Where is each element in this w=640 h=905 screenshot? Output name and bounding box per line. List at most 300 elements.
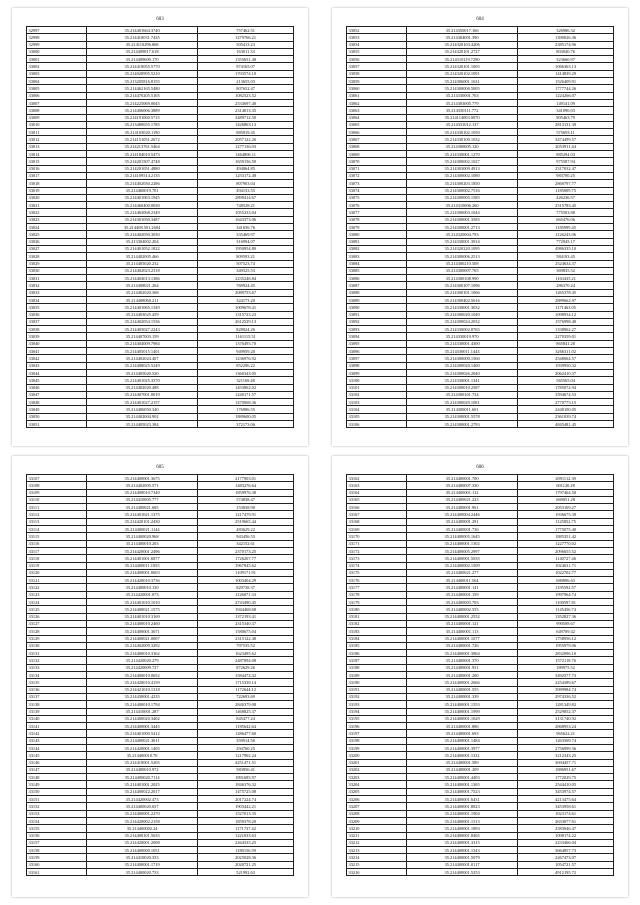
row-id-cell: 33128: [27, 628, 87, 635]
value-cell: 2489712.50: [198, 114, 294, 121]
coordinate-cell: 35.214400001.2552: [407, 613, 518, 620]
row-id-cell: 33182: [347, 620, 407, 627]
value-cell: 1315723.23: [198, 311, 294, 318]
coordinate-cell: 35.214400020.968: [87, 533, 198, 540]
row-id-cell: 33003: [27, 70, 87, 77]
value-cell: 1022702.77: [518, 569, 614, 576]
table-row: [347, 340, 614, 347]
coordinate-cell: 35.214420010.3736: [87, 577, 198, 584]
value-cell: 1125852.75: [518, 518, 614, 525]
coordinate-cell: 35.214400001.1029: [407, 715, 518, 722]
coordinate-cell: 35.214430001.4235: [87, 693, 198, 700]
value-cell: 1891685.97: [198, 774, 294, 781]
coordinate-cell: 35.214330001.3032: [407, 304, 518, 311]
coordinate-cell: 35.214350017.166: [407, 27, 518, 34]
row-id-cell: 33016: [27, 165, 87, 172]
value-cell: 1054721.57: [518, 861, 614, 868]
row-id-cell: 33165: [347, 496, 407, 503]
value-cell: 1659156.50: [198, 158, 294, 165]
value-cell: 1180156.59: [198, 847, 294, 854]
row-id-cell: 33022: [27, 209, 87, 216]
row-id-cell: 33093: [347, 326, 407, 333]
row-id-cell: 33010: [27, 121, 87, 128]
row-id-cell: 33082: [347, 245, 407, 252]
table-row: [27, 657, 294, 664]
table-row: [347, 730, 614, 737]
value-cell: 2254389.67: [518, 679, 614, 686]
coordinate-cell: 35.214400021.1144: [87, 526, 198, 533]
row-id-cell: 33070: [347, 158, 407, 165]
value-cell: 483629.22: [198, 526, 294, 533]
table-row: [27, 362, 294, 369]
table-row: [347, 591, 614, 598]
row-id-cell: 33107: [27, 475, 87, 482]
table-row: [347, 107, 614, 114]
table-row: [27, 165, 294, 172]
value-cell: 845477.24: [198, 715, 294, 722]
table-row: [27, 114, 294, 121]
value-cell: 2487894.08: [198, 657, 294, 664]
row-id-cell: 33104: [347, 406, 407, 413]
value-cell: 3131740.92: [518, 715, 614, 722]
coordinate-cell: 35.214110296.868: [87, 41, 198, 48]
row-id-cell: 33006: [27, 92, 87, 99]
coordinate-cell: 35.214401025.3370: [87, 377, 198, 384]
table-row: [27, 238, 294, 245]
value-cell: 1797464.50: [518, 489, 614, 496]
row-id-cell: 33096: [347, 348, 407, 355]
value-cell: 2025028.36: [198, 854, 294, 861]
data-table: [26, 474, 294, 876]
row-id-cell: 33139: [27, 708, 87, 715]
row-id-cell: 33123: [27, 591, 87, 598]
table-row: [347, 282, 614, 289]
table-row: [27, 511, 294, 518]
table-row: [347, 847, 614, 854]
row-id-cell: 33053: [347, 34, 407, 41]
row-id-cell: 33067: [347, 136, 407, 143]
value-cell: 341656.76: [198, 224, 294, 231]
row-id-cell: 33038: [27, 326, 87, 333]
table-row: [27, 158, 294, 165]
coordinate-cell: 35.214400001.555: [407, 686, 518, 693]
coordinate-cell: 35.214406006.3889: [87, 107, 198, 114]
table-row: [347, 708, 614, 715]
coordinate-cell: 35.214420001.2496: [87, 547, 198, 554]
table-row: [347, 421, 614, 428]
coordinate-cell: 35.214151051.2672: [87, 136, 198, 143]
row-id-cell: 33095: [347, 340, 407, 347]
table-row: [347, 136, 614, 143]
value-cell: 1338962.27: [518, 326, 614, 333]
coordinate-cell: 35.214420002.473: [87, 796, 198, 803]
value-cell: 316994.07: [198, 238, 294, 245]
table-row: [347, 202, 614, 209]
row-id-cell: 33188: [347, 664, 407, 671]
coordinate-cell: 35.214320103.4206: [407, 41, 518, 48]
value-cell: 3492577.73: [518, 672, 614, 679]
table-row: [27, 194, 294, 201]
row-id-cell: 33059: [347, 78, 407, 85]
value-cell: 342152.61: [198, 540, 294, 547]
table-row: [27, 832, 294, 839]
coordinate-cell: 35.214405015.1401: [87, 348, 198, 355]
value-cell: 2899414.67: [198, 194, 294, 201]
value-cell: 1172644.12: [198, 686, 294, 693]
coordinate-cell: 35.214300005.120: [407, 143, 518, 150]
coordinate-cell: 35.214400007.330: [407, 482, 518, 489]
coordinate-cell: 35.214400021.223: [407, 496, 518, 503]
row-id-cell: 33106: [347, 421, 407, 428]
value-cell: 669051.28: [518, 496, 614, 503]
data-table: [346, 26, 614, 428]
table-row: [347, 129, 614, 136]
table-row: [27, 180, 294, 187]
table-row: [27, 861, 294, 868]
value-cell: 341090.03: [518, 107, 614, 114]
table-row: [347, 475, 614, 482]
table-row: [27, 253, 294, 260]
table-row: [347, 664, 614, 671]
document-page: [12, 456, 308, 897]
coordinate-cell: 35.214400010.203: [87, 540, 198, 547]
value-cell: 335469.97: [198, 231, 294, 238]
value-cell: 2385174.96: [518, 41, 614, 48]
value-cell: 4845481.45: [518, 421, 614, 428]
table-row: [347, 620, 614, 627]
table-row: [347, 41, 614, 48]
table-row: [347, 744, 614, 751]
value-cell: 1885351.42: [518, 533, 614, 540]
row-id-cell: 33061: [347, 92, 407, 99]
table-row: [27, 41, 294, 48]
row-id-cell: 33195: [347, 715, 407, 722]
row-id-cell: 33068: [347, 143, 407, 150]
value-cell: 1576998.40: [518, 318, 614, 325]
row-id-cell: 33080: [347, 231, 407, 238]
table-row: [27, 267, 294, 274]
value-cell: 359914.56: [198, 737, 294, 744]
value-cell: 1281349.82: [518, 701, 614, 708]
value-cell: 1185009.75: [518, 187, 614, 194]
table-row: [27, 377, 294, 384]
table-row: [27, 496, 294, 503]
table-row: [347, 606, 614, 613]
row-id-cell: 33019: [27, 187, 87, 194]
row-id-cell: 33109: [27, 489, 87, 496]
coordinate-cell: 35.214402004.902: [87, 413, 198, 420]
row-id-cell: 33075: [347, 194, 407, 201]
coordinate-cell: 35.214400001.1904: [407, 810, 518, 817]
coordinate-cell: 35.214402024.407: [87, 355, 198, 362]
table-row: [27, 348, 294, 355]
table-row: [347, 555, 614, 562]
row-id-cell: 33121: [27, 577, 87, 584]
table-row: [27, 635, 294, 642]
coordinate-cell: 35.214300020.1400: [407, 362, 518, 369]
row-id-cell: 33185: [347, 642, 407, 649]
row-id-cell: 33062: [347, 99, 407, 106]
coordinate-cell: 35.214301050.3487: [87, 216, 198, 223]
table-row: [347, 180, 614, 187]
row-id-cell: 33063: [347, 107, 407, 114]
value-cell: 1372193.41: [198, 613, 294, 620]
value-cell: 1903442.21: [198, 803, 294, 810]
coordinate-cell: 35.214300002.7516: [407, 187, 518, 194]
table-row: [347, 854, 614, 861]
value-cell: 321169.48: [198, 377, 294, 384]
table-row: [27, 672, 294, 679]
table-row: [27, 628, 294, 635]
row-id-cell: 33023: [27, 216, 87, 223]
coordinate-cell: 35.214400001.1719: [87, 861, 198, 868]
coordinate-cell: 35.214300108.990: [407, 275, 518, 282]
coordinate-cell: 35.214400021.1575: [87, 606, 198, 613]
value-cell: 828024.26: [198, 326, 294, 333]
table-row: [27, 547, 294, 554]
coordinate-cell: 35.214400011.1055: [87, 562, 198, 569]
coordinate-cell: 35.214330019.970: [407, 333, 518, 340]
value-cell: 2519665.44: [198, 518, 294, 525]
table-row: [27, 275, 294, 282]
page-number: 603: [156, 17, 164, 22]
coordinate-cell: 35.214300402.5616: [407, 296, 518, 303]
value-cell: 372173.06: [198, 421, 294, 428]
row-id-cell: 33058: [347, 70, 407, 77]
coordinate-cell: 35.214300005.1585: [407, 194, 518, 201]
row-id-cell: 33031: [27, 275, 87, 282]
row-id-cell: 33119: [27, 562, 87, 569]
value-cell: 2017224.74: [198, 796, 294, 803]
table-row: [347, 384, 614, 391]
value-cell: 1475725.08: [198, 788, 294, 795]
table-row: [347, 569, 614, 576]
value-cell: 1024631.71: [518, 562, 614, 569]
coordinate-cell: 35.214300002.1080: [407, 172, 518, 179]
coordinate-cell: 35.214420020.279: [87, 657, 198, 664]
table-row: [27, 143, 294, 150]
row-id-cell: 33175: [347, 569, 407, 576]
value-cell: 2533697.40: [198, 99, 294, 106]
coordinate-cell: 35.214300029.1081: [407, 399, 518, 406]
page-number: 604: [476, 17, 484, 22]
value-cell: 2544410.05: [518, 781, 614, 788]
coordinate-cell: 35.214300001.3585: [407, 216, 518, 223]
coordinate-cell: 35.214400001.200: [407, 672, 518, 679]
table-row: [27, 803, 294, 810]
row-id-cell: 33124: [27, 599, 87, 606]
coordinate-cell: 35.214401063.1945: [87, 194, 198, 201]
coordinate-cell: 35.214306001.1631: [407, 78, 518, 85]
row-id-cell: 33142: [27, 730, 87, 737]
row-id-cell: 33191: [347, 686, 407, 693]
coordinate-cell: 35.214300006.2513: [407, 253, 518, 260]
table-row: [347, 245, 614, 252]
coordinate-cell: 35.214402030.2286: [87, 180, 198, 187]
value-cell: 1470068.36: [198, 399, 294, 406]
table-row: [347, 628, 614, 635]
row-id-cell: 33154: [27, 817, 87, 824]
coordinate-cell: 35.214420001.073: [87, 591, 198, 598]
table-row: [27, 526, 294, 533]
coordinate-cell: 35.214400021.0007: [87, 635, 198, 642]
row-id-cell: 33212: [347, 839, 407, 846]
coordinate-cell: 35.214401664.3740: [87, 27, 198, 34]
value-cell: 3474499.57: [518, 136, 614, 143]
row-id-cell: 33073: [347, 180, 407, 187]
row-id-cell: 33143: [27, 737, 87, 744]
row-id-cell: 33102: [347, 391, 407, 398]
value-cell: 213655.03: [198, 78, 294, 85]
coordinate-cell: 35.214401001.2025: [87, 781, 198, 788]
row-id-cell: 33028: [27, 253, 87, 260]
value-cell: 807903.04: [198, 180, 294, 187]
value-cell: 2233466.04: [518, 839, 614, 846]
table-row: [347, 114, 614, 121]
table-row: [27, 708, 294, 715]
table-row: [347, 825, 614, 832]
table-row: [27, 355, 294, 362]
coordinate-cell: 35.214300006.5005: [407, 85, 518, 92]
row-id-cell: 33084: [347, 260, 407, 267]
coordinate-cell: 35.214420002.2158: [87, 817, 198, 824]
coordinate-cell: 35.214462165.5480: [87, 85, 198, 92]
row-id-cell: 33100: [347, 377, 407, 384]
table-row: [27, 533, 294, 540]
value-cell: 575693.11: [518, 129, 614, 136]
table-row: [27, 679, 294, 686]
row-id-cell: 33160: [27, 861, 87, 868]
data-table: [26, 26, 294, 428]
coordinate-cell: 35.214300001.2713: [407, 224, 518, 231]
value-cell: 2317032.47: [518, 165, 614, 172]
row-id-cell: 33155: [27, 825, 87, 832]
row-id-cell: 33192: [347, 693, 407, 700]
coordinate-cell: 35.214410055.5770: [87, 63, 198, 70]
row-id-cell: 33176: [347, 577, 407, 584]
table-row: [27, 311, 294, 318]
table-row: [27, 56, 294, 63]
row-id-cell: 33030: [27, 267, 87, 274]
value-cell: 1997964.74: [518, 591, 614, 598]
value-cell: 807652.47: [198, 85, 294, 92]
table-row: [347, 92, 614, 99]
row-id-cell: 33202: [347, 766, 407, 773]
row-id-cell: 33032: [27, 282, 87, 289]
row-id-cell: 33041: [27, 348, 87, 355]
value-cell: 574838.47: [198, 496, 294, 503]
value-cell: 3694457.71: [518, 759, 614, 766]
table-row: [27, 817, 294, 824]
row-id-cell: 32998: [27, 34, 87, 41]
value-cell: 1185642.64: [198, 723, 294, 730]
value-cell: 2840379.08: [198, 701, 294, 708]
coordinate-cell: 35.214304001.390: [407, 34, 518, 41]
row-id-cell: 33134: [27, 672, 87, 679]
row-id-cell: 33180: [347, 606, 407, 613]
coordinate-cell: 35.214400010.1794: [87, 701, 198, 708]
coordinate-cell: 35.214320102.1091: [407, 70, 518, 77]
table-row: [27, 92, 294, 99]
value-cell: 1066363.13: [518, 63, 614, 70]
row-id-cell: 33216: [347, 869, 407, 876]
table-row: [347, 231, 614, 238]
coordinate-cell: 35.214420001.2008: [87, 839, 198, 846]
coordinate-cell: 35.214400010.2460: [87, 620, 198, 627]
table-row: [27, 555, 294, 562]
table-row: [27, 129, 294, 136]
table-row: [27, 70, 294, 77]
value-cell: 748528.21: [198, 202, 294, 209]
value-cell: 3594674.53: [518, 391, 614, 398]
table-row: [27, 318, 294, 325]
table-row: [347, 194, 614, 201]
value-cell: 1526409.91: [518, 78, 614, 85]
value-cell: 2089753.67: [198, 289, 294, 296]
coordinate-cell: 35.214400021.277: [407, 569, 518, 576]
coordinate-cell: 35.214420101.2430: [87, 518, 198, 525]
table-row: [27, 399, 294, 406]
table-row: [27, 333, 294, 340]
table-row: [347, 99, 614, 106]
value-cell: 1703574.10: [198, 70, 294, 77]
coordinate-cell: 35.214400001.159: [407, 591, 518, 598]
coordinate-cell: 35.214400001.1331: [407, 752, 518, 759]
row-id-cell: 33146: [27, 759, 87, 766]
value-cell: 1414839.29: [518, 70, 614, 77]
value-cell: 2057122.26: [198, 136, 294, 143]
value-cell: 1098934.12: [518, 311, 614, 318]
value-cell: 1846376.32: [198, 781, 294, 788]
row-id-cell: 33043: [27, 362, 87, 369]
coordinate-cell: 35.214300020.1049: [407, 311, 518, 318]
row-id-cell: 33167: [347, 511, 407, 518]
coordinate-cell: 35.214330011.1443: [407, 348, 518, 355]
row-id-cell: 33005: [27, 85, 87, 92]
value-cell: 649709.42: [518, 628, 614, 635]
row-id-cell: 33153: [27, 810, 87, 817]
coordinate-cell: 35.214400001.141: [407, 584, 518, 591]
row-id-cell: 33200: [347, 752, 407, 759]
table-row: [27, 650, 294, 657]
value-cell: 584193.45: [518, 253, 614, 260]
table-row: [347, 584, 614, 591]
coordinate-cell: 35.214420010.4159: [87, 679, 198, 686]
coordinate-cell: 35.214184010.5473: [87, 151, 198, 158]
coordinate-cell: 35.214400001.3977: [407, 744, 518, 751]
coordinate-cell: 35.214320101.2727: [407, 48, 518, 55]
row-id-cell: 33069: [347, 151, 407, 158]
table-row: [347, 861, 614, 868]
table-row: [27, 406, 294, 413]
coordinate-cell: 35.214400001.5035: [407, 555, 518, 562]
row-id-cell: 33025: [27, 231, 87, 238]
value-cell: 1772029.75: [518, 774, 614, 781]
table-row: [347, 774, 614, 781]
table-row: [347, 238, 614, 245]
coordinate-cell: 35.214400002.555: [407, 606, 518, 613]
table-row: [27, 413, 294, 420]
table-row: [27, 245, 294, 252]
coordinate-cell: 35.214400001.4403: [407, 774, 518, 781]
row-id-cell: 33137: [27, 693, 87, 700]
value-cell: 323660.97: [518, 56, 614, 63]
table-row: [347, 511, 614, 518]
table-row: [27, 701, 294, 708]
value-cell: 2633077.61: [518, 817, 614, 824]
coordinate-cell: 35.214400001.1999: [407, 708, 518, 715]
coordinate-cell: 35.213304002.204: [87, 238, 198, 245]
